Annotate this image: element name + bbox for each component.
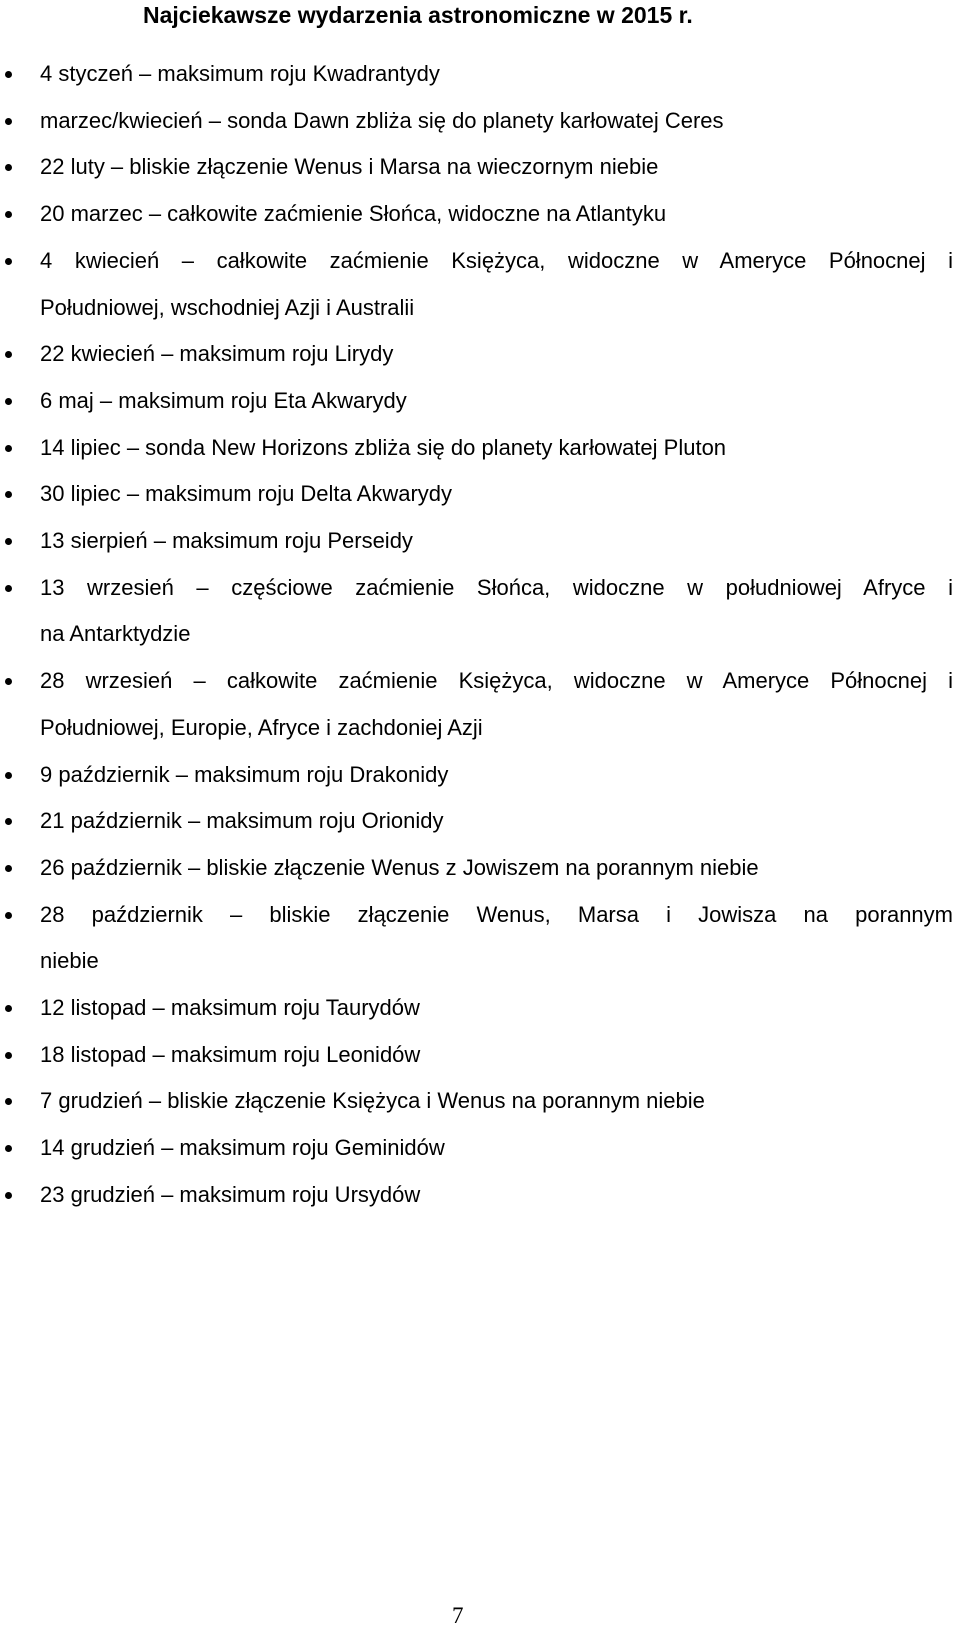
bullet-icon: [5, 585, 12, 592]
event-item: [0, 518, 953, 565]
event-text: 20 marzec – całkowite zaćmienie Słońca, widoczne na Atlantyku: [40, 201, 667, 227]
page-number: 7: [452, 1603, 464, 1628]
event-item: [0, 378, 953, 425]
bullet-icon: [5, 772, 12, 779]
event-text: 18 listopad – maksimum roju Leonidów: [40, 1041, 421, 1067]
event-text: 6 maj – maksimum roju Eta Akwarydy: [40, 387, 407, 413]
event-text: marzec/kwiecień – sonda Dawn zbliża się do planety karłowatej Ceres: [40, 107, 724, 133]
event-text: 14 grudzień – maksimum roju Geminidów: [40, 1135, 445, 1161]
event-text: 12 listopad – maksimum roju Taurydów: [40, 995, 420, 1021]
event-text-continued: na Antarktydzie: [40, 621, 191, 647]
bullet-icon: [5, 118, 12, 125]
bullet-icon: [5, 1005, 12, 1012]
bullet-icon: [5, 71, 12, 78]
document-title: Najciekawsze wydarzenia astronomiczne w 2015 r.: [143, 2, 693, 28]
bullet-icon: [5, 1145, 12, 1152]
event-item: [0, 331, 953, 378]
event-text: 7 grudzień – bliskie złączenie Księżyca i Wenus na porannym niebie: [40, 1088, 705, 1114]
bullet-icon: [5, 1098, 12, 1105]
event-text: 13 sierpień – maksimum roju Perseidy: [40, 528, 413, 554]
event-text-continued: niebie: [40, 948, 99, 974]
event-text: 22 kwiecień – maksimum roju Lirydy: [40, 341, 394, 367]
event-text: 14 lipiec – sonda New Horizons zbliża się do planety karłowatej Pluton: [40, 434, 727, 460]
event-item: [0, 1032, 953, 1079]
bullet-icon: [5, 164, 12, 171]
bullet-icon: [5, 491, 12, 498]
event-item: [0, 985, 953, 1032]
event-text: 9 październik – maksimum roju Drakonidy: [40, 761, 449, 787]
event-text: 13 wrzesień – częściowe zaćmienie Słońca, widoczne w południowej Afryce i: [40, 574, 953, 600]
bullet-icon: [5, 1192, 12, 1199]
events-list: [0, 51, 960, 1219]
event-text-continued: Południowej, wschodniej Azji i Australii: [40, 294, 415, 320]
event-item: [0, 98, 953, 145]
event-item: [0, 51, 953, 98]
bullet-icon: [5, 538, 12, 545]
bullet-icon: [5, 678, 12, 685]
event-text: 22 luty – bliskie złączenie Wenus i Marsa na wieczornym niebie: [40, 154, 659, 180]
event-item: [0, 238, 953, 331]
event-text: 28 październik – bliskie złączenie Wenus, Marsa i Jowisza na porannym: [40, 901, 953, 927]
bullet-icon: [5, 351, 12, 358]
event-item: [0, 752, 953, 799]
event-text: 4 styczeń – maksimum roju Kwadrantydy: [40, 61, 440, 86]
bullet-icon: [5, 258, 12, 265]
event-item: [0, 1172, 953, 1219]
bullet-icon: [5, 818, 12, 825]
bullet-icon: [5, 1052, 12, 1059]
event-item: [0, 191, 953, 238]
event-text: 26 październik – bliskie złączenie Wenus z Jowiszem na porannym niebie: [40, 854, 759, 880]
event-text: 4 kwiecień – całkowite zaćmienie Księżyca, widoczne w Ameryce Północnej i: [40, 247, 953, 273]
bullet-icon: [5, 865, 12, 872]
bullet-icon: [5, 445, 12, 452]
event-item: [0, 425, 953, 472]
event-text-continued: Południowej, Europie, Afryce i zachdoniej Azji: [40, 714, 483, 740]
event-item: [0, 845, 953, 892]
event-item: [0, 1078, 953, 1125]
event-text: 28 wrzesień – całkowite zaćmienie Księżyca, widoczne w Ameryce Północnej i: [40, 668, 953, 694]
event-text: 21 październik – maksimum roju Orionidy: [40, 808, 444, 834]
event-item: [0, 798, 953, 845]
bullet-icon: [5, 912, 12, 919]
event-item: [0, 144, 953, 191]
event-text: 23 grudzień – maksimum roju Ursydów: [40, 1181, 421, 1207]
bullet-icon: [5, 211, 12, 218]
event-text: 30 lipiec – maksimum roju Delta Akwarydy: [40, 481, 453, 507]
event-item: [0, 471, 953, 518]
bullet-icon: [5, 398, 12, 405]
event-item: [0, 565, 953, 658]
event-item: [0, 892, 953, 985]
event-item: [0, 1125, 953, 1172]
event-item: [0, 658, 953, 751]
